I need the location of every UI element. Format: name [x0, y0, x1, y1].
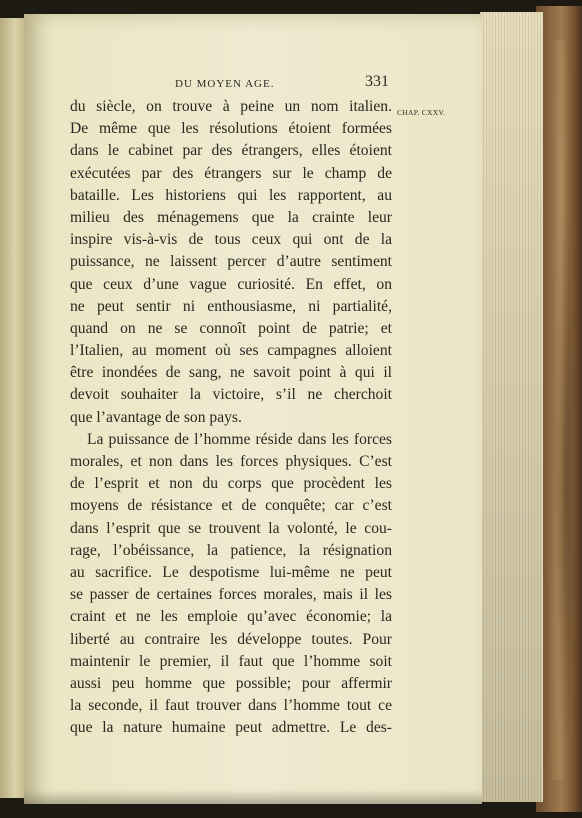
previous-page-edge — [0, 18, 25, 798]
text-line: inspire vis-à-vis de tous ceux qui ont de la — [70, 231, 392, 249]
text-line: exécutées par des étrangers sur le champ de — [70, 164, 392, 182]
text-line: du siècle, on trouve à peine un nom italien. — [70, 98, 392, 115]
text-line: l’Italien, au moment où ses campagnes alloient — [70, 342, 392, 360]
text-line: quand on ne se connoît point de patrie; et — [70, 319, 392, 337]
text-line: que la nature humaine peut admettre. Le des- — [70, 719, 392, 737]
text-line: craint et ne les emploie qu’avec économie; la — [70, 608, 392, 626]
text-line: liberté au contraire les développe toutes. Pour — [70, 630, 392, 648]
text-line: se passer de certaines forces morales, mais il les — [70, 586, 392, 604]
page-number: 331 — [365, 73, 389, 90]
text-line: la seconde, il faut trouver dans l’homme tout ce — [70, 697, 392, 715]
chapter-marker: CHAP. CXXV. — [397, 108, 446, 117]
text-line: que l’avantage de son pays. — [70, 408, 242, 426]
running-head: DU MOYEN AGE. — [175, 78, 275, 90]
cover-texture — [550, 40, 576, 780]
text-line: milieu des ménagemens que la crainte leur — [70, 208, 392, 226]
text-line: bataille. Les historiens qui les rapportent, au — [70, 186, 392, 204]
text-line: De même que les résolutions étoient formées — [70, 120, 392, 138]
text-line: morales, et non dans les forces physiques. C’est — [70, 453, 392, 470]
text-line: rage, l’obéissance, la patience, la résignation — [70, 541, 392, 559]
text-line: aussi peu homme que possible; pour affermir — [70, 674, 392, 692]
text-line: de l’esprit et non du corps que procèdent les — [70, 475, 392, 493]
text-line: devoit souhaiter la victoire, s’il ne cherchoit — [70, 386, 392, 404]
text-line: dans l’esprit que se trouvent la volonté, le cou- — [70, 519, 392, 537]
text-line: que ceux d’une vague curiosité. En effet, on — [70, 275, 392, 293]
text-line: moyens de résistance et de conquête; car c’est — [70, 497, 392, 515]
text-line: maintenir le premier, il faut que l’homme soit — [70, 652, 392, 670]
text-line: dans le cabinet par des étrangers, elles étoient — [70, 142, 392, 160]
text-line: puissance, ne laissent percer d’autre sentiment — [70, 253, 392, 271]
body-text — [70, 96, 392, 739]
paragraph-start-line: La puissance de l’homme réside dans les forces — [87, 430, 392, 448]
text-line: ne peut sentir ni enthousiasme, ni partialité, — [70, 297, 392, 315]
text-line: être inondées de sang, ne savoit point à qui il — [70, 364, 392, 382]
text-line: au sacrifice. Le despotisme lui-même ne peut — [70, 563, 392, 581]
